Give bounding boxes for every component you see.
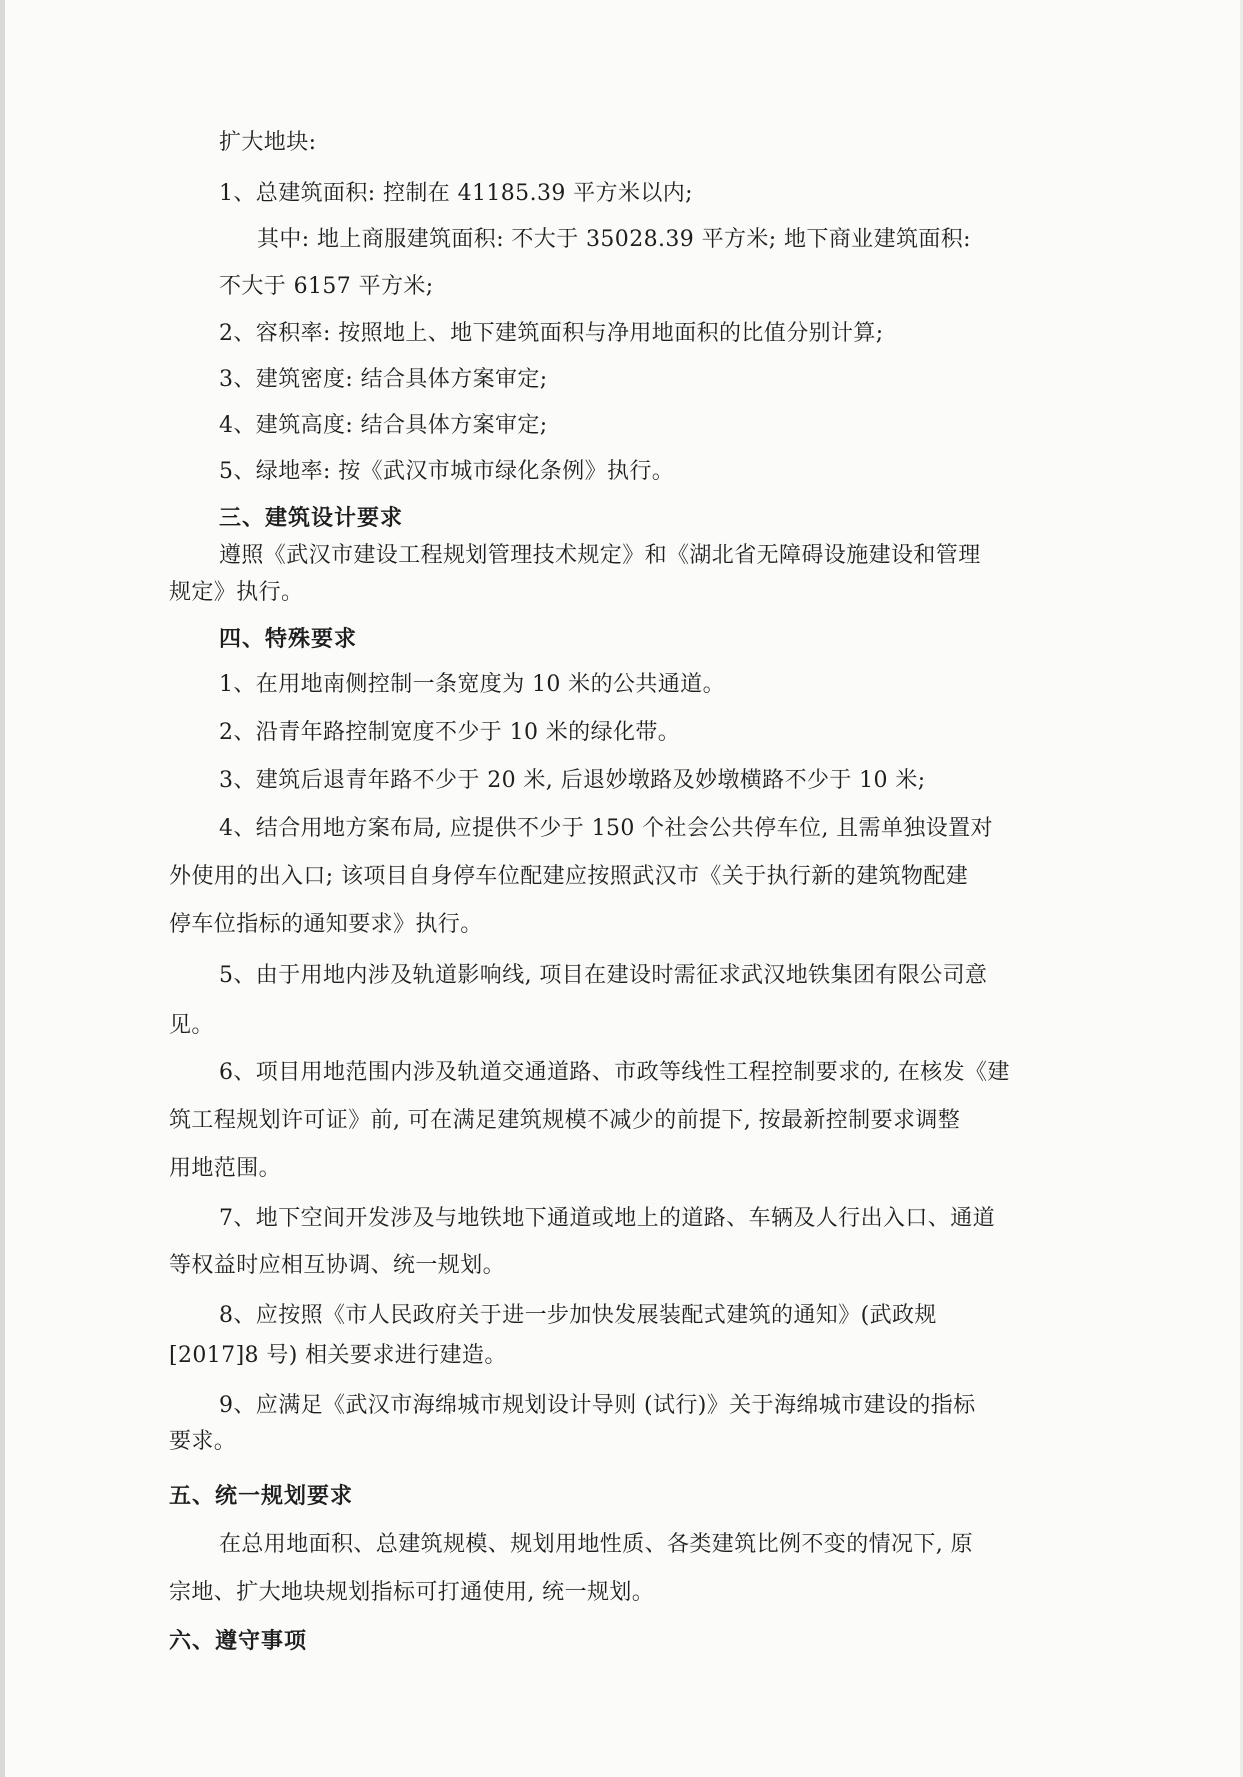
section-5-text-cont: 宗地、扩大地块规划指标可打通使用, 统一规划。 xyxy=(169,1580,655,1605)
scan-left-edge xyxy=(0,0,5,1777)
section-4-item-3: 3、建筑后退青年路不少于 20 米, 后退妙墩路及妙墩横路不少于 10 米; xyxy=(219,768,926,793)
section-4-heading: 四、特殊要求 xyxy=(219,626,358,652)
enlarged-plot-item-3: 3、建筑密度: 结合具体方案审定; xyxy=(219,367,548,392)
section-5-heading: 五、统一规划要求 xyxy=(169,1483,354,1509)
section-4-item-5: 5、由于用地内涉及轨道影响线, 项目在建设时需征求武汉地铁集团有限公司意 xyxy=(219,963,988,988)
section-4-item-4: 4、结合用地方案布局, 应提供不少于 150 个社会公共停车位, 且需单独设置对 xyxy=(219,816,993,841)
section-4-item-6-cont-2: 用地范围。 xyxy=(169,1156,282,1181)
section-4-item-9-cont: 要求。 xyxy=(169,1429,237,1454)
enlarged-plot-heading: 扩大地块: xyxy=(219,130,317,155)
section-4-item-6: 6、项目用地范围内涉及轨道交通道路、市政等线性工程控制要求的, 在核发《建 xyxy=(219,1060,1010,1085)
section-4-item-4-cont-1: 外使用的出入口; 该项目自身停车位配建应按照武汉市《关于执行新的建筑物配建 xyxy=(169,864,969,889)
enlarged-plot-item-4: 4、建筑高度: 结合具体方案审定; xyxy=(219,413,548,438)
section-4-item-4-cont-2: 停车位指标的通知要求》执行。 xyxy=(169,912,483,937)
section-3-heading: 三、建筑设计要求 xyxy=(219,505,404,531)
section-4-item-8: 8、应按照《市人民政府关于进一步加快发展装配式建筑的通知》(武政规 xyxy=(219,1303,937,1328)
section-4-item-9: 9、应满足《武汉市海绵城市规划设计导则 (试行)》关于海绵城市建设的指标 xyxy=(219,1393,976,1418)
section-4-item-7-cont: 等权益时应相互协调、统一规划。 xyxy=(169,1253,506,1278)
enlarged-plot-item-1-detail-cont: 不大于 6157 平方米; xyxy=(219,274,434,299)
section-4-item-5-cont: 见。 xyxy=(169,1013,214,1038)
section-6-heading: 六、遵守事项 xyxy=(169,1628,308,1654)
section-3-text-cont: 规定》执行。 xyxy=(169,580,304,605)
section-4-item-2: 2、沿青年路控制宽度不少于 10 米的绿化带。 xyxy=(219,720,681,745)
enlarged-plot-item-2: 2、容积率: 按照地上、地下建筑面积与净用地面积的比值分别计算; xyxy=(219,321,884,346)
enlarged-plot-item-1-detail: 其中: 地上商服建筑面积: 不大于 35028.39 平方米; 地下商业建筑面积: xyxy=(257,227,971,252)
section-3-text: 遵照《武汉市建设工程规划管理技术规定》和《湖北省无障碍设施建设和管理 xyxy=(219,543,981,568)
section-5-text: 在总用地面积、总建筑规模、规划用地性质、各类建筑比例不变的情况下, 原 xyxy=(219,1532,973,1557)
section-4-item-8-cont: [2017]8 号) 相关要求进行建造。 xyxy=(169,1343,507,1368)
enlarged-plot-item-1: 1、总建筑面积: 控制在 41185.39 平方米以内; xyxy=(219,181,693,206)
enlarged-plot-item-5: 5、绿地率: 按《武汉市城市绿化条例》执行。 xyxy=(219,459,675,484)
section-4-item-1: 1、在用地南侧控制一条宽度为 10 米的公共通道。 xyxy=(219,672,725,697)
section-4-item-7: 7、地下空间开发涉及与地铁地下通道或地上的道路、车辆及人行出入口、通道 xyxy=(219,1206,995,1231)
section-4-item-6-cont-1: 筑工程规划许可证》前, 可在满足建筑规模不减少的前提下, 按最新控制要求调整 xyxy=(169,1108,961,1133)
